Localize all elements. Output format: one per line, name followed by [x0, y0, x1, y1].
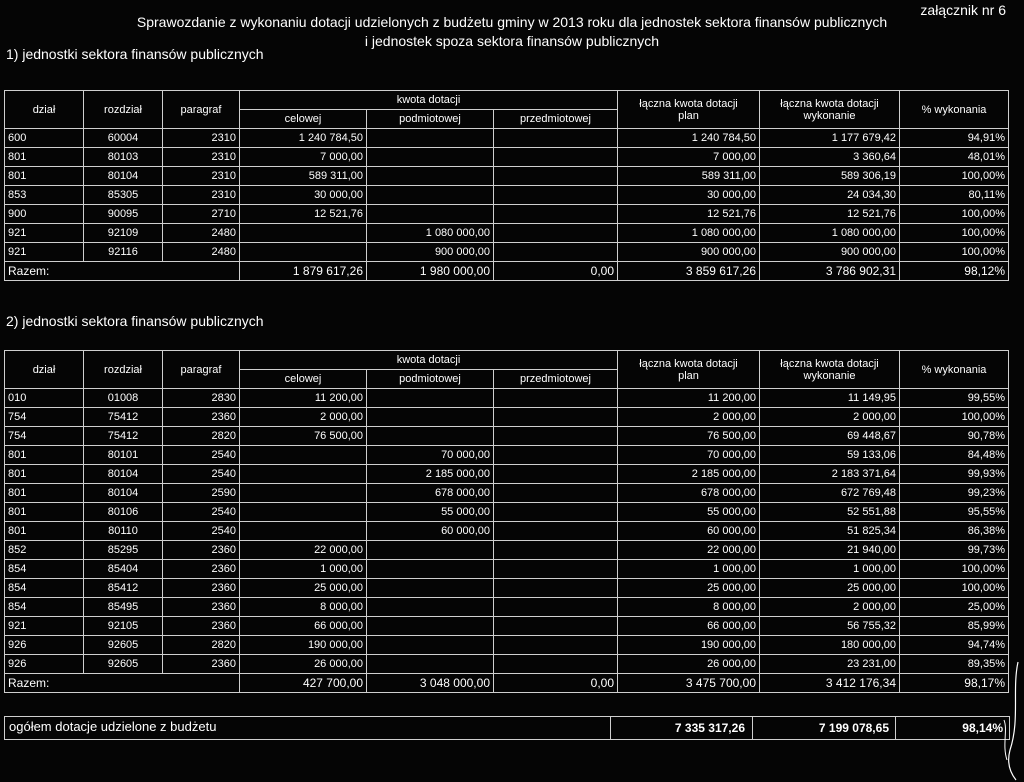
cell-rozdzial: 90095: [84, 205, 163, 224]
cell-wykonanie: 900 000,00: [760, 243, 900, 262]
cell-celowej: 2 000,00: [240, 408, 367, 427]
table-row: [5, 243, 1009, 262]
col-dzial-header: dział: [5, 91, 84, 129]
cell-pct: 100,00%: [900, 560, 1009, 579]
cell-podmiotowej: [367, 598, 494, 617]
table-row: [5, 522, 1009, 541]
cell-przedmiotowej: [494, 636, 618, 655]
total-podmiotowej: 1 980 000,00: [367, 262, 494, 281]
cell-dzial: 852: [5, 541, 84, 560]
cell-przedmiotowej: [494, 522, 618, 541]
col-paragraf-header: paragraf: [163, 351, 240, 389]
section2-table: [4, 350, 1009, 693]
col-przedmiotowej-header: przedmiotowej: [494, 110, 618, 129]
cell-celowej: 11 200,00: [240, 389, 367, 408]
cell-podmiotowej: [367, 408, 494, 427]
cell-dzial: 921: [5, 224, 84, 243]
col-dzial-header: dział: [5, 351, 84, 389]
cell-plan: 76 500,00: [618, 427, 760, 446]
cell-podmiotowej: 678 000,00: [367, 484, 494, 503]
cell-dzial: 801: [5, 465, 84, 484]
cell-przedmiotowej: [494, 389, 618, 408]
cell-pct: 90,78%: [900, 427, 1009, 446]
cell-pct: 100,00%: [900, 243, 1009, 262]
table-row: [5, 484, 1009, 503]
col-wykonanie-header: łączna kwota dotacji wykonanie: [760, 351, 900, 389]
cell-rozdzial: 75412: [84, 427, 163, 446]
cell-pct: 48,01%: [900, 148, 1009, 167]
cell-celowej: 76 500,00: [240, 427, 367, 446]
cell-plan: 25 000,00: [618, 579, 760, 598]
grand-total-wykonanie: 7 199 078,65: [818, 721, 889, 735]
cell-plan: 2 185 000,00: [618, 465, 760, 484]
cell-dzial: 853: [5, 186, 84, 205]
cell-paragraf: 2540: [163, 446, 240, 465]
cell-dzial: 801: [5, 446, 84, 465]
divider: [895, 717, 896, 739]
cell-podmiotowej: 55 000,00: [367, 503, 494, 522]
cell-pct: 100,00%: [900, 579, 1009, 598]
cell-rozdzial: 80104: [84, 465, 163, 484]
cell-dzial: 600: [5, 129, 84, 148]
cell-paragraf: 2310: [163, 129, 240, 148]
cell-rozdzial: 01008: [84, 389, 163, 408]
cell-wykonanie: 21 940,00: [760, 541, 900, 560]
table-row: [5, 598, 1009, 617]
cell-paragraf: 2710: [163, 205, 240, 224]
cell-pct: 99,73%: [900, 541, 1009, 560]
table-row: [5, 148, 1009, 167]
cell-przedmiotowej: [494, 484, 618, 503]
cell-paragraf: 2540: [163, 465, 240, 484]
total-wykonanie: 3 412 176,34: [760, 674, 900, 693]
cell-podmiotowej: [367, 427, 494, 446]
cell-wykonanie: 1 080 000,00: [760, 224, 900, 243]
col-rozdzial-header: rozdział: [84, 91, 163, 129]
total-przedmiotowej: 0,00: [494, 674, 618, 693]
cell-podmiotowej: 60 000,00: [367, 522, 494, 541]
cell-podmiotowej: [367, 129, 494, 148]
cell-celowej: 190 000,00: [240, 636, 367, 655]
grand-total-plan: 7 335 317,26: [674, 721, 745, 735]
cell-celowej: [240, 243, 367, 262]
total-podmiotowej: 3 048 000,00: [367, 674, 494, 693]
cell-plan: 30 000,00: [618, 186, 760, 205]
cell-celowej: [240, 446, 367, 465]
col-celowej-header: celowej: [240, 110, 367, 129]
table-row: [5, 224, 1009, 243]
cell-paragraf: 2480: [163, 224, 240, 243]
cell-wykonanie: 11 149,95: [760, 389, 900, 408]
section1-table: [4, 90, 1009, 281]
total-wykonanie: 3 786 902,31: [760, 262, 900, 281]
cell-paragraf: 2360: [163, 408, 240, 427]
table-row: [5, 655, 1009, 674]
cell-rozdzial: 80106: [84, 503, 163, 522]
cell-paragraf: 2820: [163, 636, 240, 655]
total-plan: 3 859 617,26: [618, 262, 760, 281]
cell-paragraf: 2360: [163, 598, 240, 617]
cell-rozdzial: 92109: [84, 224, 163, 243]
cell-rozdzial: 80104: [84, 167, 163, 186]
cell-rozdzial: 80101: [84, 446, 163, 465]
cell-celowej: 1 240 784,50: [240, 129, 367, 148]
cell-podmiotowej: 2 185 000,00: [367, 465, 494, 484]
cell-rozdzial: 92605: [84, 636, 163, 655]
cell-paragraf: 2820: [163, 427, 240, 446]
cell-celowej: 22 000,00: [240, 541, 367, 560]
cell-paragraf: 2310: [163, 148, 240, 167]
cell-rozdzial: 92105: [84, 617, 163, 636]
cell-plan: 8 000,00: [618, 598, 760, 617]
cell-przedmiotowej: [494, 503, 618, 522]
cell-plan: 900 000,00: [618, 243, 760, 262]
cell-dzial: 900: [5, 205, 84, 224]
cell-celowej: 26 000,00: [240, 655, 367, 674]
cell-przedmiotowej: [494, 560, 618, 579]
handwritten-mark: [998, 660, 1022, 782]
cell-podmiotowej: [367, 617, 494, 636]
col-podmiotowej-header: podmiotowej: [367, 110, 494, 129]
cell-celowej: 30 000,00: [240, 186, 367, 205]
cell-celowej: [240, 224, 367, 243]
cell-wykonanie: 23 231,00: [760, 655, 900, 674]
cell-plan: 22 000,00: [618, 541, 760, 560]
col-przedmiotowej-header: przedmiotowej: [494, 370, 618, 389]
total-przedmiotowej: 0,00: [494, 262, 618, 281]
table-row: [5, 167, 1009, 186]
table-row: [5, 205, 1009, 224]
cell-przedmiotowej: [494, 224, 618, 243]
cell-wykonanie: 56 755,32: [760, 617, 900, 636]
cell-dzial: 754: [5, 408, 84, 427]
cell-podmiotowej: [367, 389, 494, 408]
cell-rozdzial: 85412: [84, 579, 163, 598]
cell-pct: 100,00%: [900, 224, 1009, 243]
cell-podmiotowej: [367, 541, 494, 560]
cell-podmiotowej: 1 080 000,00: [367, 224, 494, 243]
col-celowej-header: celowej: [240, 370, 367, 389]
cell-pct: 25,00%: [900, 598, 1009, 617]
cell-pct: 89,35%: [900, 655, 1009, 674]
cell-dzial: 801: [5, 522, 84, 541]
cell-plan: 60 000,00: [618, 522, 760, 541]
cell-wykonanie: 69 448,67: [760, 427, 900, 446]
total-row: [5, 674, 1009, 693]
cell-celowej: 25 000,00: [240, 579, 367, 598]
total-celowej: 1 879 617,26: [240, 262, 367, 281]
cell-podmiotowej: [367, 560, 494, 579]
col-plan-header: łączna kwota dotacji plan: [618, 91, 760, 129]
cell-pct: 100,00%: [900, 205, 1009, 224]
cell-pct: 94,91%: [900, 129, 1009, 148]
cell-dzial: 801: [5, 484, 84, 503]
cell-celowej: [240, 465, 367, 484]
cell-plan: 26 000,00: [618, 655, 760, 674]
cell-pct: 94,74%: [900, 636, 1009, 655]
grand-total-row: [4, 716, 1010, 740]
cell-przedmiotowej: [494, 148, 618, 167]
divider: [752, 717, 753, 739]
cell-paragraf: 2360: [163, 617, 240, 636]
cell-dzial: 926: [5, 636, 84, 655]
cell-dzial: 801: [5, 167, 84, 186]
cell-przedmiotowej: [494, 408, 618, 427]
cell-rozdzial: 85404: [84, 560, 163, 579]
cell-przedmiotowej: [494, 205, 618, 224]
grand-total-label: ogółem dotacje udzielone z budżetu: [9, 719, 217, 734]
cell-dzial: 801: [5, 148, 84, 167]
total-pct: 98,12%: [900, 262, 1009, 281]
cell-dzial: 010: [5, 389, 84, 408]
cell-przedmiotowej: [494, 541, 618, 560]
cell-podmiotowej: [367, 636, 494, 655]
total-row: [5, 262, 1009, 281]
cell-pct: 99,93%: [900, 465, 1009, 484]
cell-plan: 66 000,00: [618, 617, 760, 636]
divider: [610, 717, 611, 739]
cell-plan: 2 000,00: [618, 408, 760, 427]
cell-podmiotowej: 70 000,00: [367, 446, 494, 465]
cell-podmiotowej: [367, 205, 494, 224]
table-row: [5, 446, 1009, 465]
cell-dzial: 921: [5, 617, 84, 636]
cell-wykonanie: 3 360,64: [760, 148, 900, 167]
cell-plan: 678 000,00: [618, 484, 760, 503]
cell-wykonanie: 59 133,06: [760, 446, 900, 465]
cell-celowej: [240, 503, 367, 522]
table-row: [5, 186, 1009, 205]
cell-paragraf: 2830: [163, 389, 240, 408]
cell-paragraf: 2360: [163, 579, 240, 598]
cell-pct: 100,00%: [900, 167, 1009, 186]
table-row: [5, 465, 1009, 484]
cell-pct: 95,55%: [900, 503, 1009, 522]
cell-podmiotowej: [367, 148, 494, 167]
cell-wykonanie: 24 034,30: [760, 186, 900, 205]
cell-dzial: 854: [5, 598, 84, 617]
col-wykonanie-header: łączna kwota dotacji wykonanie: [760, 91, 900, 129]
cell-plan: 12 521,76: [618, 205, 760, 224]
cell-dzial: 854: [5, 560, 84, 579]
cell-podmiotowej: 900 000,00: [367, 243, 494, 262]
table-row: [5, 636, 1009, 655]
cell-wykonanie: 12 521,76: [760, 205, 900, 224]
cell-wykonanie: 672 769,48: [760, 484, 900, 503]
cell-wykonanie: 1 000,00: [760, 560, 900, 579]
cell-przedmiotowej: [494, 598, 618, 617]
cell-plan: 1 000,00: [618, 560, 760, 579]
cell-wykonanie: 1 177 679,42: [760, 129, 900, 148]
cell-przedmiotowej: [494, 655, 618, 674]
cell-wykonanie: 25 000,00: [760, 579, 900, 598]
table-row: [5, 560, 1009, 579]
cell-rozdzial: 80110: [84, 522, 163, 541]
cell-wykonanie: 2 000,00: [760, 408, 900, 427]
section1-heading: 1) jednostki sektora finansów publicznych: [6, 46, 264, 62]
cell-paragraf: 2360: [163, 655, 240, 674]
col-kwota-header: kwota dotacji: [240, 91, 618, 110]
cell-rozdzial: 85495: [84, 598, 163, 617]
table-row: [5, 617, 1009, 636]
cell-paragraf: 2360: [163, 560, 240, 579]
cell-celowej: 8 000,00: [240, 598, 367, 617]
total-label: Razem:: [5, 674, 240, 693]
cell-przedmiotowej: [494, 465, 618, 484]
cell-wykonanie: 589 306,19: [760, 167, 900, 186]
cell-paragraf: 2590: [163, 484, 240, 503]
cell-celowej: 1 000,00: [240, 560, 367, 579]
cell-rozdzial: 60004: [84, 129, 163, 148]
cell-rozdzial: 85305: [84, 186, 163, 205]
cell-pct: 84,48%: [900, 446, 1009, 465]
cell-pct: 100,00%: [900, 408, 1009, 427]
cell-plan: 55 000,00: [618, 503, 760, 522]
report-title: Sprawozdanie z wykonaniu dotacji udzielonych z budżetu gminy w 2013 roku dla jednostek sektora finansów publicznych: [136, 14, 888, 30]
col-rozdzial-header: rozdział: [84, 351, 163, 389]
col-paragraf-header: paragraf: [163, 91, 240, 129]
attachment-label: załącznik nr 6: [920, 2, 1006, 18]
col-podmiotowej-header: podmiotowej: [367, 370, 494, 389]
table-row: [5, 129, 1009, 148]
cell-celowej: 12 521,76: [240, 205, 367, 224]
cell-plan: 11 200,00: [618, 389, 760, 408]
total-celowej: 427 700,00: [240, 674, 367, 693]
total-pct: 98,17%: [900, 674, 1009, 693]
cell-paragraf: 2310: [163, 167, 240, 186]
cell-dzial: 854: [5, 579, 84, 598]
table-row: [5, 503, 1009, 522]
cell-celowej: [240, 522, 367, 541]
cell-rozdzial: 92605: [84, 655, 163, 674]
col-pct-header: % wykonania: [900, 351, 1009, 389]
cell-dzial: 926: [5, 655, 84, 674]
cell-rozdzial: 85295: [84, 541, 163, 560]
col-kwota-header: kwota dotacji: [240, 351, 618, 370]
cell-wykonanie: 180 000,00: [760, 636, 900, 655]
cell-wykonanie: 51 825,34: [760, 522, 900, 541]
cell-pct: 99,23%: [900, 484, 1009, 503]
cell-celowej: 7 000,00: [240, 148, 367, 167]
cell-celowej: [240, 484, 367, 503]
cell-podmiotowej: [367, 579, 494, 598]
table-row: [5, 541, 1009, 560]
cell-przedmiotowej: [494, 446, 618, 465]
cell-plan: 70 000,00: [618, 446, 760, 465]
total-plan: 3 475 700,00: [618, 674, 760, 693]
table-row: [5, 389, 1009, 408]
cell-paragraf: 2360: [163, 541, 240, 560]
cell-dzial: 921: [5, 243, 84, 262]
table-row: [5, 427, 1009, 446]
cell-paragraf: 2310: [163, 186, 240, 205]
cell-pct: 80,11%: [900, 186, 1009, 205]
cell-dzial: 754: [5, 427, 84, 446]
cell-paragraf: 2480: [163, 243, 240, 262]
cell-celowej: 66 000,00: [240, 617, 367, 636]
cell-przedmiotowej: [494, 167, 618, 186]
cell-celowej: 589 311,00: [240, 167, 367, 186]
cell-przedmiotowej: [494, 427, 618, 446]
table-row: [5, 408, 1009, 427]
cell-paragraf: 2540: [163, 522, 240, 541]
cell-podmiotowej: [367, 167, 494, 186]
cell-przedmiotowej: [494, 243, 618, 262]
cell-pct: 86,38%: [900, 522, 1009, 541]
cell-plan: 1 240 784,50: [618, 129, 760, 148]
cell-podmiotowej: [367, 186, 494, 205]
cell-podmiotowej: [367, 655, 494, 674]
cell-rozdzial: 80103: [84, 148, 163, 167]
cell-przedmiotowej: [494, 617, 618, 636]
cell-przedmiotowej: [494, 186, 618, 205]
cell-plan: 7 000,00: [618, 148, 760, 167]
cell-plan: 589 311,00: [618, 167, 760, 186]
cell-plan: 190 000,00: [618, 636, 760, 655]
cell-pct: 85,99%: [900, 617, 1009, 636]
col-pct-header: % wykonania: [900, 91, 1009, 129]
cell-rozdzial: 75412: [84, 408, 163, 427]
report-subtitle: i jednostek spoza sektora finansów publicznych: [364, 33, 660, 49]
section2-heading: 2) jednostki sektora finansów publicznych: [6, 313, 264, 329]
cell-paragraf: 2540: [163, 503, 240, 522]
cell-rozdzial: 92116: [84, 243, 163, 262]
cell-wykonanie: 2 183 371,64: [760, 465, 900, 484]
cell-przedmiotowej: [494, 129, 618, 148]
cell-plan: 1 080 000,00: [618, 224, 760, 243]
cell-rozdzial: 80104: [84, 484, 163, 503]
total-label: Razem:: [5, 262, 240, 281]
col-plan-header: łączna kwota dotacji plan: [618, 351, 760, 389]
grand-total-pct: 98,14%: [962, 721, 1003, 735]
cell-wykonanie: 2 000,00: [760, 598, 900, 617]
cell-dzial: 801: [5, 503, 84, 522]
cell-przedmiotowej: [494, 579, 618, 598]
cell-wykonanie: 52 551,88: [760, 503, 900, 522]
cell-pct: 99,55%: [900, 389, 1009, 408]
table-row: [5, 579, 1009, 598]
